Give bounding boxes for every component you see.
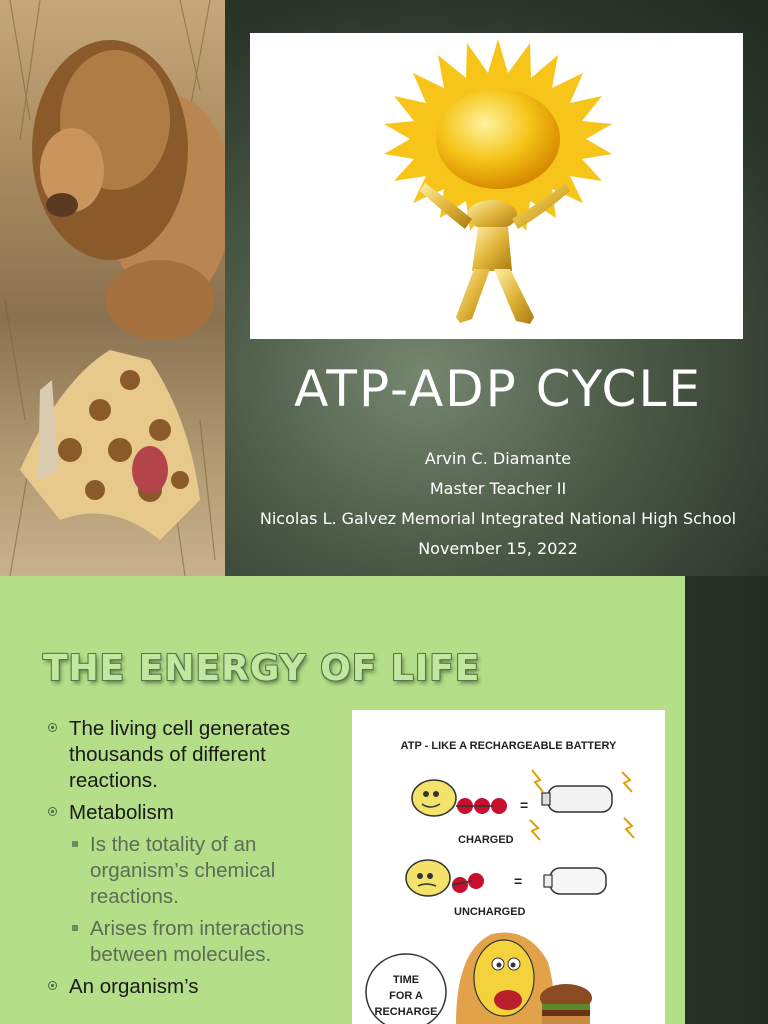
- lion-giraffe-photo: [0, 0, 225, 576]
- charged-label: CHARGED: [458, 834, 514, 846]
- page-title: ATP-ADP CYCLE: [294, 360, 702, 418]
- presenter-position: Master Teacher II: [429, 479, 567, 498]
- bullet-icon: [48, 981, 57, 990]
- sub-bullet-text: Is the totality of an organism’s chemical reactions.: [90, 833, 276, 908]
- list-item: [69, 832, 336, 910]
- equals-sign: =: [520, 797, 529, 813]
- school-name: Nicolas L. Galvez Memorial Integrated National High School: [259, 509, 737, 528]
- adp-molecule-icon: [406, 860, 484, 896]
- golden-figure-icon: [420, 183, 570, 324]
- slide-title: THE ENERGY OF LIFE: [43, 648, 481, 689]
- bullet-text: An organism’s: [69, 975, 199, 998]
- list-item: [46, 716, 336, 794]
- hungry-person-icon: [456, 933, 554, 1024]
- bullet-list: [46, 716, 336, 1006]
- sub-bullet-list: [69, 832, 336, 968]
- cartoon-heading: ATP - LIKE A RECHARGEABLE BATTERY: [400, 740, 617, 752]
- bubble-line: RECHARGE: [374, 1006, 438, 1018]
- presenter-info: [228, 444, 768, 564]
- uncharged-battery-icon: [544, 868, 606, 894]
- sub-bullet-text: Arises from interactions between molecules.: [90, 917, 305, 966]
- atp-molecule-icon: [412, 780, 507, 816]
- square-bullet-icon: [72, 925, 78, 931]
- list-item: [46, 800, 336, 968]
- burger-icon: [540, 984, 592, 1024]
- bullet-text: Metabolism: [69, 801, 174, 824]
- bullet-icon: [48, 807, 57, 816]
- list-item: [46, 974, 336, 1000]
- presentation-date: November 15, 2022: [418, 539, 578, 558]
- lion-giraffe-illustration: [0, 0, 225, 576]
- charged-battery-icon: [530, 770, 634, 840]
- bullet-text: The living cell generates thousands of different reactions.: [69, 717, 291, 792]
- list-item: [69, 916, 336, 968]
- presenter-name: Arvin C. Diamante: [424, 449, 572, 468]
- bullet-icon: [48, 723, 57, 732]
- sun-figure-image: [250, 33, 743, 339]
- atp-battery-cartoon: [352, 710, 665, 1024]
- bubble-line: TIME: [392, 974, 420, 986]
- equals-sign: =: [514, 873, 523, 889]
- energy-of-life-slide: [0, 576, 768, 1024]
- square-bullet-icon: [72, 841, 78, 847]
- speech-bubble-text: [370, 972, 442, 1020]
- uncharged-label: UNCHARGED: [454, 906, 526, 918]
- bubble-line: FOR A: [389, 990, 423, 1002]
- sun-figure-illustration: [250, 33, 743, 339]
